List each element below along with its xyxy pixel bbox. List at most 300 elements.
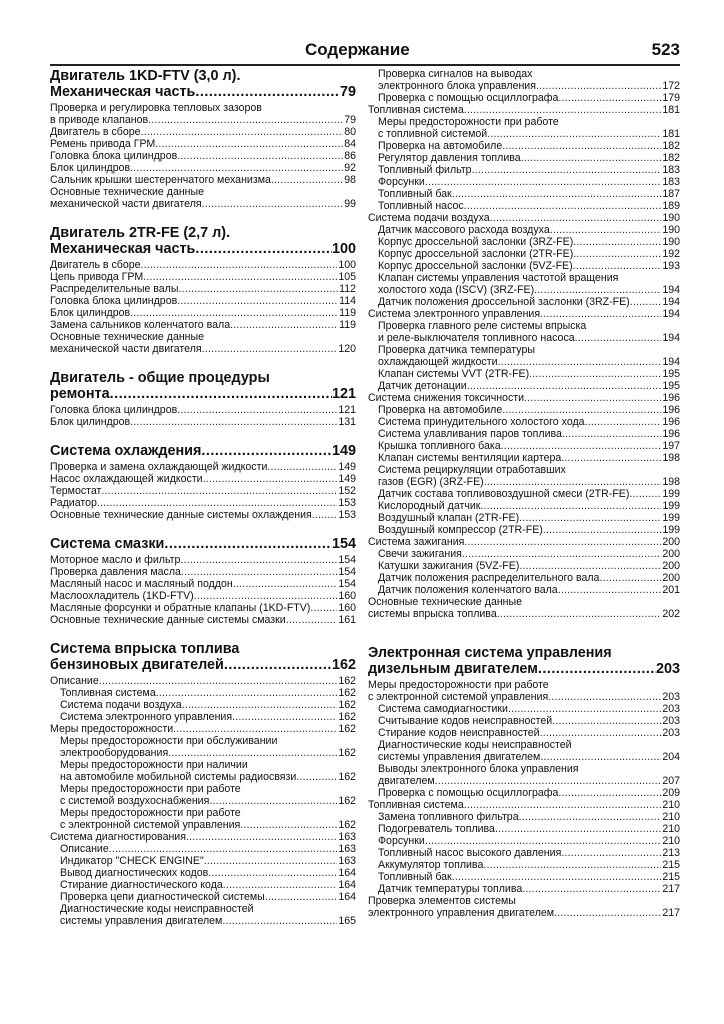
toc-entry-text: Меры предосторожности при обслуживании bbox=[60, 735, 278, 747]
toc-entry[interactable] bbox=[50, 271, 356, 283]
toc-page-number: 198 bbox=[662, 476, 680, 488]
toc-entry[interactable] bbox=[368, 572, 680, 584]
toc-entry[interactable] bbox=[368, 212, 680, 224]
toc-entry[interactable] bbox=[368, 703, 680, 715]
leader-dots bbox=[310, 602, 337, 614]
toc-entry-line bbox=[50, 915, 356, 927]
leader-dots bbox=[540, 751, 661, 763]
toc-entry[interactable] bbox=[50, 295, 356, 307]
toc-entry-title: Топливный бак bbox=[378, 188, 452, 200]
toc-page-number: 160 bbox=[338, 590, 356, 602]
toc-entry-line bbox=[368, 260, 680, 272]
toc-entry[interactable] bbox=[50, 473, 356, 485]
toc-entry[interactable] bbox=[50, 578, 356, 590]
toc-page-number: 197 bbox=[662, 440, 680, 452]
toc-entry[interactable] bbox=[368, 500, 680, 512]
toc-entry[interactable] bbox=[50, 416, 356, 428]
toc-entry[interactable] bbox=[50, 867, 356, 879]
toc-entry-title: Основные технические данные системы смазки bbox=[50, 614, 286, 626]
toc-entry-line bbox=[50, 461, 356, 473]
toc-entry-title: системы управления двигателем bbox=[60, 915, 223, 927]
leader-dots bbox=[101, 485, 337, 497]
leader-dots bbox=[452, 871, 662, 883]
toc-entry-line bbox=[50, 404, 356, 416]
toc-entry[interactable] bbox=[50, 150, 356, 162]
toc-entry-title: Проверка с помощью осциллографа bbox=[378, 787, 559, 799]
leader-dots bbox=[425, 835, 661, 847]
leader-dots bbox=[561, 847, 661, 859]
leader-dots bbox=[312, 509, 338, 521]
leader-dots bbox=[519, 811, 662, 823]
toc-entry[interactable] bbox=[50, 831, 356, 843]
toc-entry[interactable] bbox=[368, 883, 680, 895]
leader-dots bbox=[201, 443, 332, 459]
toc-entry-title: Блок цилиндров bbox=[50, 416, 131, 428]
leader-dots bbox=[222, 915, 337, 927]
toc-page-number: 196 bbox=[662, 404, 680, 416]
leader-dots bbox=[223, 879, 338, 891]
toc-entry-line bbox=[368, 883, 680, 895]
section-heading-line[interactable] bbox=[50, 386, 356, 402]
toc-entry-line bbox=[50, 295, 356, 307]
toc-entry-title: Проверка на автомобиле bbox=[378, 140, 503, 152]
page-title: Содержание bbox=[305, 40, 410, 59]
toc-entry-line bbox=[368, 907, 680, 919]
toc-entry-title: Замена топливного фильтра bbox=[378, 811, 519, 823]
toc-entry-line bbox=[368, 751, 680, 763]
toc-entry-title: двигателем bbox=[378, 775, 435, 787]
toc-page-number: 203 bbox=[662, 691, 680, 703]
toc-entry[interactable] bbox=[50, 699, 356, 711]
toc-entry-list bbox=[50, 102, 356, 210]
toc-entry-line bbox=[50, 150, 356, 162]
leader-dots bbox=[585, 416, 662, 428]
leader-dots bbox=[143, 271, 337, 283]
toc-page-number: 194 bbox=[662, 296, 680, 308]
toc-page-number: 196 bbox=[662, 428, 680, 440]
toc-page-number: 213 bbox=[662, 847, 680, 859]
toc-entry-title: электронного блока управления bbox=[378, 80, 536, 92]
toc-entry[interactable] bbox=[368, 440, 680, 452]
toc-page-number: 210 bbox=[662, 811, 680, 823]
toc-entry[interactable] bbox=[368, 308, 680, 320]
leader-dots bbox=[130, 307, 338, 319]
leader-dots bbox=[548, 691, 661, 703]
toc-page-number: 149 bbox=[338, 473, 356, 485]
leader-dots bbox=[97, 497, 337, 509]
leader-dots bbox=[130, 416, 337, 428]
toc-entry-line bbox=[50, 687, 356, 699]
toc-entry[interactable] bbox=[50, 554, 356, 566]
toc-entry[interactable] bbox=[50, 879, 356, 891]
toc-page-number: 210 bbox=[662, 823, 680, 835]
toc-entry-title: Система зажигания bbox=[368, 536, 465, 548]
toc-page-number: 190 bbox=[662, 212, 680, 224]
toc-page-number: 183 bbox=[662, 176, 680, 188]
leader-dots bbox=[230, 319, 338, 331]
toc-entry-line bbox=[368, 871, 680, 883]
toc-entry-line bbox=[50, 675, 356, 687]
toc-entry-line bbox=[50, 307, 356, 319]
toc-entry-title: Свечи зажигания bbox=[378, 548, 462, 560]
leader-dots bbox=[521, 152, 662, 164]
section-heading: Механическая часть bbox=[50, 241, 196, 257]
toc-entry-title: и реле-выключателя топливного насоса bbox=[378, 332, 575, 344]
toc-entry[interactable] bbox=[368, 452, 680, 464]
toc-page-number: 196 bbox=[662, 392, 680, 404]
toc-entry[interactable] bbox=[50, 903, 356, 927]
toc-entry[interactable] bbox=[50, 307, 356, 319]
leader-dots bbox=[550, 224, 662, 236]
toc-entry-title: Вывод диагностических кодов bbox=[60, 867, 209, 879]
toc-entry[interactable] bbox=[50, 126, 356, 138]
toc-page-number: 164 bbox=[338, 867, 356, 879]
toc-entry-title: Головка блока цилиндров bbox=[50, 150, 178, 162]
toc-page-number: 162 bbox=[338, 771, 356, 783]
toc-page-number: 86 bbox=[344, 150, 356, 162]
toc-entry[interactable] bbox=[368, 715, 680, 727]
toc-entry[interactable] bbox=[368, 739, 680, 763]
toc-entry-line bbox=[368, 775, 680, 787]
toc-entry[interactable] bbox=[368, 536, 680, 548]
leader-dots bbox=[177, 150, 343, 162]
toc-entry[interactable] bbox=[368, 823, 680, 835]
toc-entry-title: с электронной системой управления bbox=[60, 819, 241, 831]
toc-entry-title: Подогреватель топлива bbox=[378, 823, 495, 835]
toc-page-number: 217 bbox=[662, 907, 680, 919]
section-heading-line[interactable] bbox=[50, 241, 356, 257]
toc-entry[interactable] bbox=[368, 368, 680, 380]
toc-entry-title: Регулятор давления топлива bbox=[378, 152, 521, 164]
toc-page-number: 200 bbox=[662, 560, 680, 572]
toc-entry-line bbox=[368, 548, 680, 560]
toc-entry[interactable] bbox=[368, 428, 680, 440]
toc-entry-text: Меры предосторожности при работе bbox=[60, 807, 241, 819]
toc-entry-title: Топливная система bbox=[368, 104, 464, 116]
toc-entry[interactable] bbox=[50, 331, 356, 355]
toc-entry[interactable] bbox=[368, 584, 680, 596]
section-page-number: 121 bbox=[331, 386, 356, 402]
toc-entry[interactable] bbox=[50, 283, 356, 295]
toc-page-number: 207 bbox=[662, 775, 680, 787]
toc-entry-line bbox=[368, 404, 680, 416]
leader-dots bbox=[534, 284, 661, 296]
toc-entry-line bbox=[50, 485, 356, 497]
toc-entry[interactable] bbox=[368, 835, 680, 847]
toc-entry[interactable] bbox=[368, 871, 680, 883]
toc-entry[interactable] bbox=[368, 763, 680, 787]
toc-entry[interactable] bbox=[368, 847, 680, 859]
toc-entry-list bbox=[50, 404, 356, 428]
toc-section-electronic-diesel bbox=[368, 645, 680, 919]
toc-entry-line bbox=[50, 283, 356, 295]
toc-entry[interactable] bbox=[368, 164, 680, 176]
leader-dots bbox=[543, 524, 662, 536]
toc-entry[interactable] bbox=[368, 248, 680, 260]
toc-entry-title: механической части двигателя bbox=[50, 198, 202, 210]
toc-page-number: 99 bbox=[344, 198, 356, 210]
toc-entry-title: механической части двигателя bbox=[50, 343, 202, 355]
toc-entry[interactable] bbox=[50, 807, 356, 831]
toc-entry[interactable] bbox=[50, 855, 356, 867]
toc-entry-line bbox=[368, 212, 680, 224]
leader-dots bbox=[202, 198, 344, 210]
toc-entry[interactable] bbox=[50, 404, 356, 416]
toc-entry[interactable] bbox=[50, 614, 356, 626]
toc-entry-title: Ремень привода ГРМ bbox=[50, 138, 156, 150]
toc-entry[interactable] bbox=[368, 236, 680, 248]
toc-entry[interactable] bbox=[368, 296, 680, 308]
toc-entry[interactable] bbox=[50, 843, 356, 855]
leader-dots bbox=[141, 259, 338, 271]
toc-entry-list bbox=[50, 554, 356, 626]
section-heading-line[interactable] bbox=[368, 661, 680, 677]
toc-entry-title: Радиатор bbox=[50, 497, 97, 509]
toc-entry[interactable] bbox=[368, 488, 680, 500]
toc-entry-line bbox=[368, 823, 680, 835]
toc-page-number: 203 bbox=[662, 715, 680, 727]
toc-entry-title: Система электронного управления bbox=[60, 711, 233, 723]
toc-entry[interactable] bbox=[368, 596, 680, 620]
toc-page-number: 164 bbox=[338, 879, 356, 891]
toc-entry[interactable] bbox=[368, 787, 680, 799]
toc-entry-line bbox=[50, 497, 356, 509]
toc-entry[interactable] bbox=[50, 497, 356, 509]
leader-dots bbox=[202, 343, 338, 355]
toc-entry[interactable] bbox=[368, 116, 680, 140]
toc-entry[interactable] bbox=[50, 509, 356, 521]
toc-entry-list bbox=[368, 679, 680, 919]
leader-dots bbox=[529, 368, 661, 380]
toc-entry-line bbox=[368, 512, 680, 524]
toc-entry-title: Цепь привода ГРМ bbox=[50, 271, 144, 283]
toc-entry-title: Топливный насос bbox=[378, 200, 464, 212]
toc-entry-line bbox=[50, 843, 356, 855]
toc-entry-title: Описание bbox=[60, 843, 109, 855]
toc-entry[interactable] bbox=[368, 104, 680, 116]
toc-page-number: 199 bbox=[662, 512, 680, 524]
toc-entry[interactable] bbox=[368, 548, 680, 560]
toc-entry[interactable] bbox=[50, 735, 356, 759]
section-heading: бензиновых двигателей bbox=[50, 657, 224, 673]
toc-section bbox=[50, 536, 356, 626]
toc-entry-text: Меры предосторожности при работе bbox=[368, 679, 549, 691]
leader-dots bbox=[233, 578, 338, 590]
toc-entry[interactable] bbox=[50, 138, 356, 150]
toc-page-number: 153 bbox=[338, 509, 356, 521]
toc-entry[interactable] bbox=[50, 174, 356, 186]
toc-entry[interactable] bbox=[368, 392, 680, 404]
toc-entry-line bbox=[50, 831, 356, 843]
leader-dots bbox=[480, 500, 661, 512]
toc-entry-line bbox=[368, 392, 680, 404]
toc-page-number: 190 bbox=[662, 236, 680, 248]
toc-entry-title: Аккумулятор топлива bbox=[378, 859, 484, 871]
toc-entry[interactable] bbox=[50, 602, 356, 614]
toc-entry[interactable] bbox=[368, 679, 680, 703]
toc-entry-title: системы впрыска топлива bbox=[368, 608, 497, 620]
toc-entry-title: Датчик детонации bbox=[378, 380, 467, 392]
toc-entry-line bbox=[368, 296, 680, 308]
toc-entry-title: Проверка давления масла bbox=[50, 566, 181, 578]
toc-entry[interactable] bbox=[368, 895, 680, 919]
toc-entry[interactable] bbox=[50, 723, 356, 735]
toc-entry-title: газов (EGR) (3RZ-FE) bbox=[378, 476, 484, 488]
section-heading: Двигатель 1KD-FTV (3,0 л). bbox=[50, 68, 241, 84]
toc-entry[interactable] bbox=[368, 200, 680, 212]
toc-section bbox=[50, 641, 356, 927]
toc-page-number: 200 bbox=[662, 572, 680, 584]
toc-entry-line bbox=[368, 92, 680, 104]
toc-entry-text: Меры предосторожности при наличии bbox=[60, 759, 248, 771]
toc-page-number: 198 bbox=[662, 452, 680, 464]
toc-entry-line bbox=[50, 819, 356, 831]
toc-entry-title: Клапан системы вентиляции картера bbox=[378, 452, 562, 464]
toc-page-number: 162 bbox=[338, 699, 356, 711]
toc-entry[interactable] bbox=[50, 783, 356, 807]
toc-entry[interactable] bbox=[368, 799, 680, 811]
toc-page-number: 200 bbox=[662, 548, 680, 560]
toc-entry[interactable] bbox=[368, 811, 680, 823]
leader-dots bbox=[573, 236, 661, 248]
toc-entry[interactable] bbox=[50, 687, 356, 699]
toc-page-number: 164 bbox=[338, 891, 356, 903]
toc-entry[interactable] bbox=[368, 512, 680, 524]
toc-entry[interactable] bbox=[50, 186, 356, 210]
toc-entry[interactable] bbox=[368, 176, 680, 188]
toc-entry[interactable] bbox=[50, 759, 356, 783]
toc-entry-title: охлаждающей жидкости bbox=[378, 356, 498, 368]
toc-entry-line bbox=[368, 584, 680, 596]
toc-entry[interactable] bbox=[50, 711, 356, 723]
toc-entry[interactable] bbox=[50, 162, 356, 174]
leader-dots bbox=[224, 657, 332, 673]
toc-entry-title: Воздушный компрессор (2TR-FE) bbox=[378, 524, 543, 536]
toc-entry-title: в приводе клапанов bbox=[50, 114, 149, 126]
toc-entry-line bbox=[368, 104, 680, 116]
toc-entry-title: Система электронного управления bbox=[368, 308, 541, 320]
leader-dots bbox=[462, 548, 661, 560]
section-heading: Механическая часть bbox=[50, 84, 196, 100]
toc-entry-title: Двигатель в сборе bbox=[50, 126, 141, 138]
toc-page-number: 210 bbox=[662, 835, 680, 847]
toc-entry[interactable] bbox=[368, 224, 680, 236]
toc-entry-title: Блок цилиндров bbox=[50, 162, 131, 174]
toc-entry[interactable] bbox=[50, 891, 356, 903]
toc-entry-line bbox=[50, 509, 356, 521]
toc-page-number: 187 bbox=[662, 188, 680, 200]
section-heading: Система смазки bbox=[50, 536, 165, 552]
toc-entry-text: Проверка датчика температуры bbox=[378, 344, 535, 356]
toc-entry-line bbox=[50, 343, 356, 355]
toc-entry[interactable] bbox=[368, 260, 680, 272]
toc-page-number: 181 bbox=[662, 128, 680, 140]
toc-entry[interactable] bbox=[50, 102, 356, 126]
toc-entry[interactable] bbox=[368, 464, 680, 488]
toc-entry[interactable] bbox=[50, 485, 356, 497]
toc-entry-title: Датчик состава топливовоздушной смеси (2TR-FE) bbox=[378, 488, 630, 500]
toc-entry-title: Головка блока цилиндров bbox=[50, 404, 178, 416]
toc-entry[interactable] bbox=[368, 320, 680, 344]
leader-dots bbox=[464, 536, 661, 548]
toc-entry[interactable] bbox=[50, 590, 356, 602]
toc-entry[interactable] bbox=[368, 416, 680, 428]
toc-page-number: 195 bbox=[662, 380, 680, 392]
toc-entry[interactable] bbox=[50, 675, 356, 687]
leader-dots bbox=[502, 404, 661, 416]
toc-entry[interactable] bbox=[50, 259, 356, 271]
toc-entry[interactable] bbox=[368, 727, 680, 739]
toc-page-number: 160 bbox=[338, 602, 356, 614]
toc-entry[interactable] bbox=[368, 380, 680, 392]
toc-entry-line bbox=[50, 602, 356, 614]
toc-page-number: 98 bbox=[344, 174, 356, 186]
toc-entry-text: Проверка главного реле системы впрыска bbox=[378, 320, 587, 332]
toc-entry[interactable] bbox=[368, 188, 680, 200]
toc-entry[interactable] bbox=[368, 272, 680, 296]
toc-entry-line bbox=[50, 723, 356, 735]
toc-entry[interactable] bbox=[50, 319, 356, 331]
toc-entry[interactable] bbox=[368, 404, 680, 416]
leader-dots bbox=[508, 703, 661, 715]
toc-entry[interactable] bbox=[368, 68, 680, 92]
toc-entry-title: Датчик положения коленчатого вала bbox=[378, 584, 558, 596]
toc-entry-list bbox=[50, 259, 356, 355]
toc-entry[interactable] bbox=[368, 92, 680, 104]
toc-entry[interactable] bbox=[368, 140, 680, 152]
toc-entry[interactable] bbox=[368, 560, 680, 572]
toc-entry-title: Датчик положения распределительного вала bbox=[378, 572, 600, 584]
toc-page-number: 200 bbox=[662, 536, 680, 548]
toc-entry[interactable] bbox=[368, 152, 680, 164]
toc-page-number: 183 bbox=[662, 164, 680, 176]
toc-page-number: 162 bbox=[338, 675, 356, 687]
section-heading-line[interactable] bbox=[50, 443, 356, 459]
toc-page-number: 194 bbox=[662, 284, 680, 296]
section-heading-line[interactable] bbox=[50, 84, 356, 100]
toc-entry[interactable] bbox=[368, 344, 680, 368]
toc-entry-line bbox=[50, 114, 356, 126]
section-page-number: 162 bbox=[331, 657, 356, 673]
section-heading-line[interactable] bbox=[50, 657, 356, 673]
toc-page-number: 162 bbox=[338, 819, 356, 831]
leader-dots bbox=[464, 104, 662, 116]
section-heading: дизельным двигателем bbox=[368, 661, 538, 677]
leader-dots bbox=[148, 114, 343, 126]
toc-entry-line bbox=[368, 691, 680, 703]
toc-entry-line bbox=[368, 428, 680, 440]
toc-entry-line bbox=[368, 799, 680, 811]
leader-dots bbox=[209, 795, 337, 807]
toc-page-number: 203 bbox=[662, 727, 680, 739]
toc-entry-title: Считывание кодов неисправностей bbox=[378, 715, 553, 727]
section-heading-line[interactable] bbox=[50, 536, 356, 552]
toc-entry[interactable] bbox=[50, 566, 356, 578]
toc-page-number: 165 bbox=[338, 915, 356, 927]
leader-dots bbox=[109, 843, 338, 855]
toc-page-number: 194 bbox=[662, 332, 680, 344]
toc-entry[interactable] bbox=[368, 524, 680, 536]
toc-entry-line bbox=[368, 452, 680, 464]
toc-entry[interactable] bbox=[50, 461, 356, 473]
toc-page-number: 209 bbox=[662, 787, 680, 799]
toc-entry[interactable] bbox=[368, 859, 680, 871]
toc-page-number: 193 bbox=[662, 260, 680, 272]
toc-entry-line bbox=[368, 152, 680, 164]
toc-entry-text: Меры предосторожности при работе bbox=[60, 783, 241, 795]
leader-dots bbox=[540, 727, 662, 739]
toc-entry-text: Основные технические данные bbox=[50, 186, 205, 198]
